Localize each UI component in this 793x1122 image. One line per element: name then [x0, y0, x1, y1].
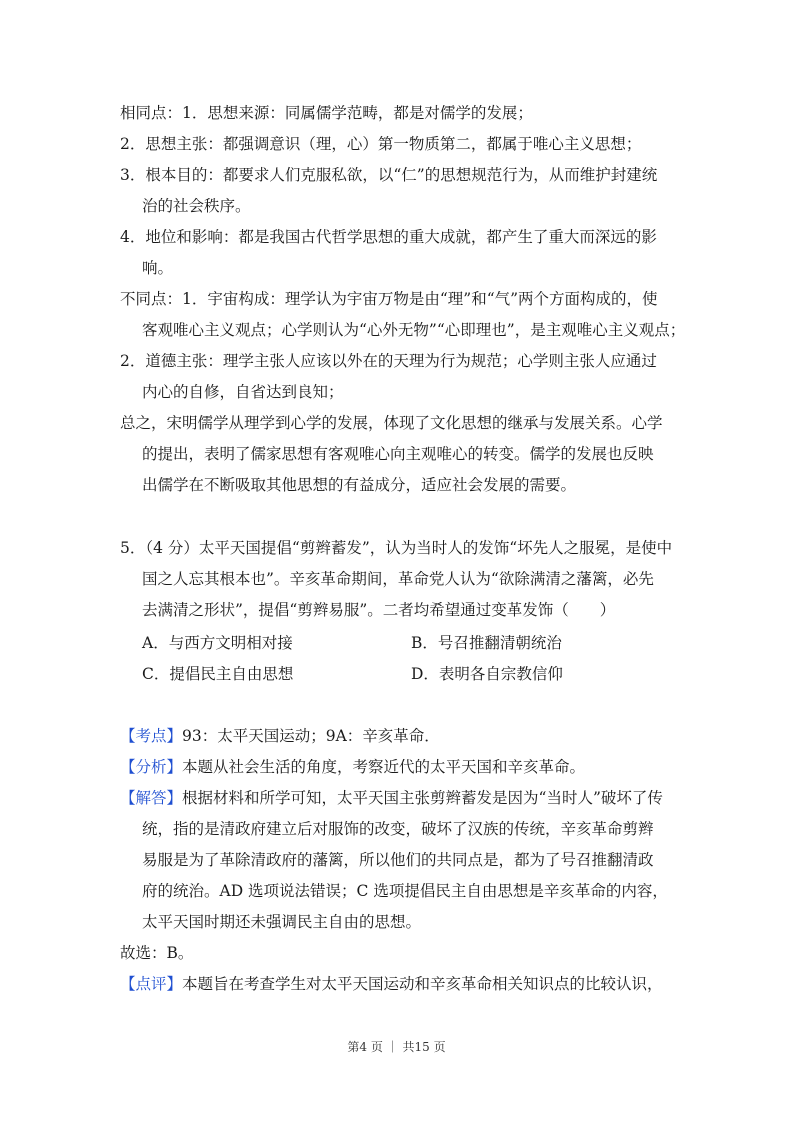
dianping-text: 本题旨在考查学生对太平天国运动和辛亥革命相关知识点的比较认识，	[182, 975, 663, 993]
kaodian-line	[120, 726, 440, 746]
comparison-line: 响。	[142, 259, 174, 277]
jieda-line: 统，指的是清政府建立后对服饰的改变，破坏了汉族的传统，辛亥革命剪辫	[142, 820, 654, 838]
comparison-line: 内心的自修，自省达到良知；	[142, 383, 344, 401]
comparison-line: 治的社会秩序。	[142, 197, 251, 215]
comparison-line: 客观唯心主义观点；心学则认为“心外无物”“心即理也”，是主观唯心主义观点；	[142, 321, 686, 339]
kaodian-tag: 【考点】	[120, 727, 183, 745]
fenxi-line	[120, 757, 585, 777]
comparison-line: 不同点：1．宇宙构成：理学认为宇宙万物是由“理”和“气”两个方面构成的，使	[120, 290, 658, 308]
question-stem: 5．（4 分）太平天国提倡“剪辫蓄发”，认为当时人的发饰“坏先人之服冕，是使中	[120, 539, 673, 557]
answer-line: 故选：B。	[120, 944, 194, 962]
fenxi-tag: 【分析】	[120, 758, 183, 776]
jieda-line: 易服是为了革除清政府的藩篱，所以他们的共同点是，都为了号召推翻清政	[142, 851, 654, 869]
jieda-line: 太平天国时期还未强调民主自由的思想。	[142, 913, 422, 931]
dianping-line	[120, 974, 663, 994]
summary-line: 的提出，表明了儒家思想有客观唯心向主观唯心的转变。儒学的发展也反映	[142, 445, 654, 463]
question-stem: 去满清之形状”，提倡“剪辫易服”。二者均希望通过变革发饰（ ）	[142, 601, 616, 619]
comparison-line: 3．根本目的：都要求人们克服私欲，以“仁”的思想规范行为，从而维护封建统	[120, 166, 658, 184]
comparison-line: 相同点：1．思想来源：同属儒学范畴，都是对儒学的发展；	[120, 104, 533, 122]
summary-line: 出儒学在不断吸取其他思想的有益成分，适应社会发展的需要。	[142, 476, 577, 494]
option-d: D．表明各自宗教信仰	[411, 665, 563, 683]
option-c: C．提倡民主自由思想	[142, 665, 294, 683]
question-stem: 国之人忘其根本也”。辛亥革命期间，革命党人认为“欲除满清之藩篱，必先	[142, 570, 654, 588]
comparison-line: 2．道德主张：理学主张人应该以外在的天理为行为规范；心学则主张人应通过	[120, 352, 657, 370]
dianping-tag: 【点评】	[120, 975, 183, 993]
jieda-line: 府的统治。AD 选项说法错误；C 选项提倡民主自由思想是辛亥革命的内容，	[142, 882, 668, 900]
comparison-line: 4．地位和影响：都是我国古代哲学思想的重大成就，都产生了重大而深远的影	[120, 228, 657, 246]
option-b: B．号召推翻清朝统治	[411, 634, 562, 652]
jieda-tag: 【解答】	[120, 789, 183, 807]
jieda-line	[120, 788, 663, 808]
comparison-line: 2．思想主张：都强调意识（理，心）第一物质第二，都属于唯心主义思想；	[120, 135, 642, 153]
kaodian-text: 93：太平天国运动；9A：辛亥革命．	[182, 727, 440, 745]
page-footer: 第4 页 ｜ 共15 页	[347, 1040, 446, 1054]
fenxi-text: 本题从社会生活的角度，考察近代的太平天国和辛亥革命。	[182, 758, 586, 776]
jieda-text: 根据材料和所学可知，太平天国主张剪辫蓄发是因为“当时人”破坏了传	[182, 789, 663, 807]
summary-line: 总之，宋明儒学从理学到心学的发展，体现了文化思想的继承与发展关系。心学	[120, 414, 663, 432]
option-a: A．与西方文明相对接	[142, 634, 293, 652]
